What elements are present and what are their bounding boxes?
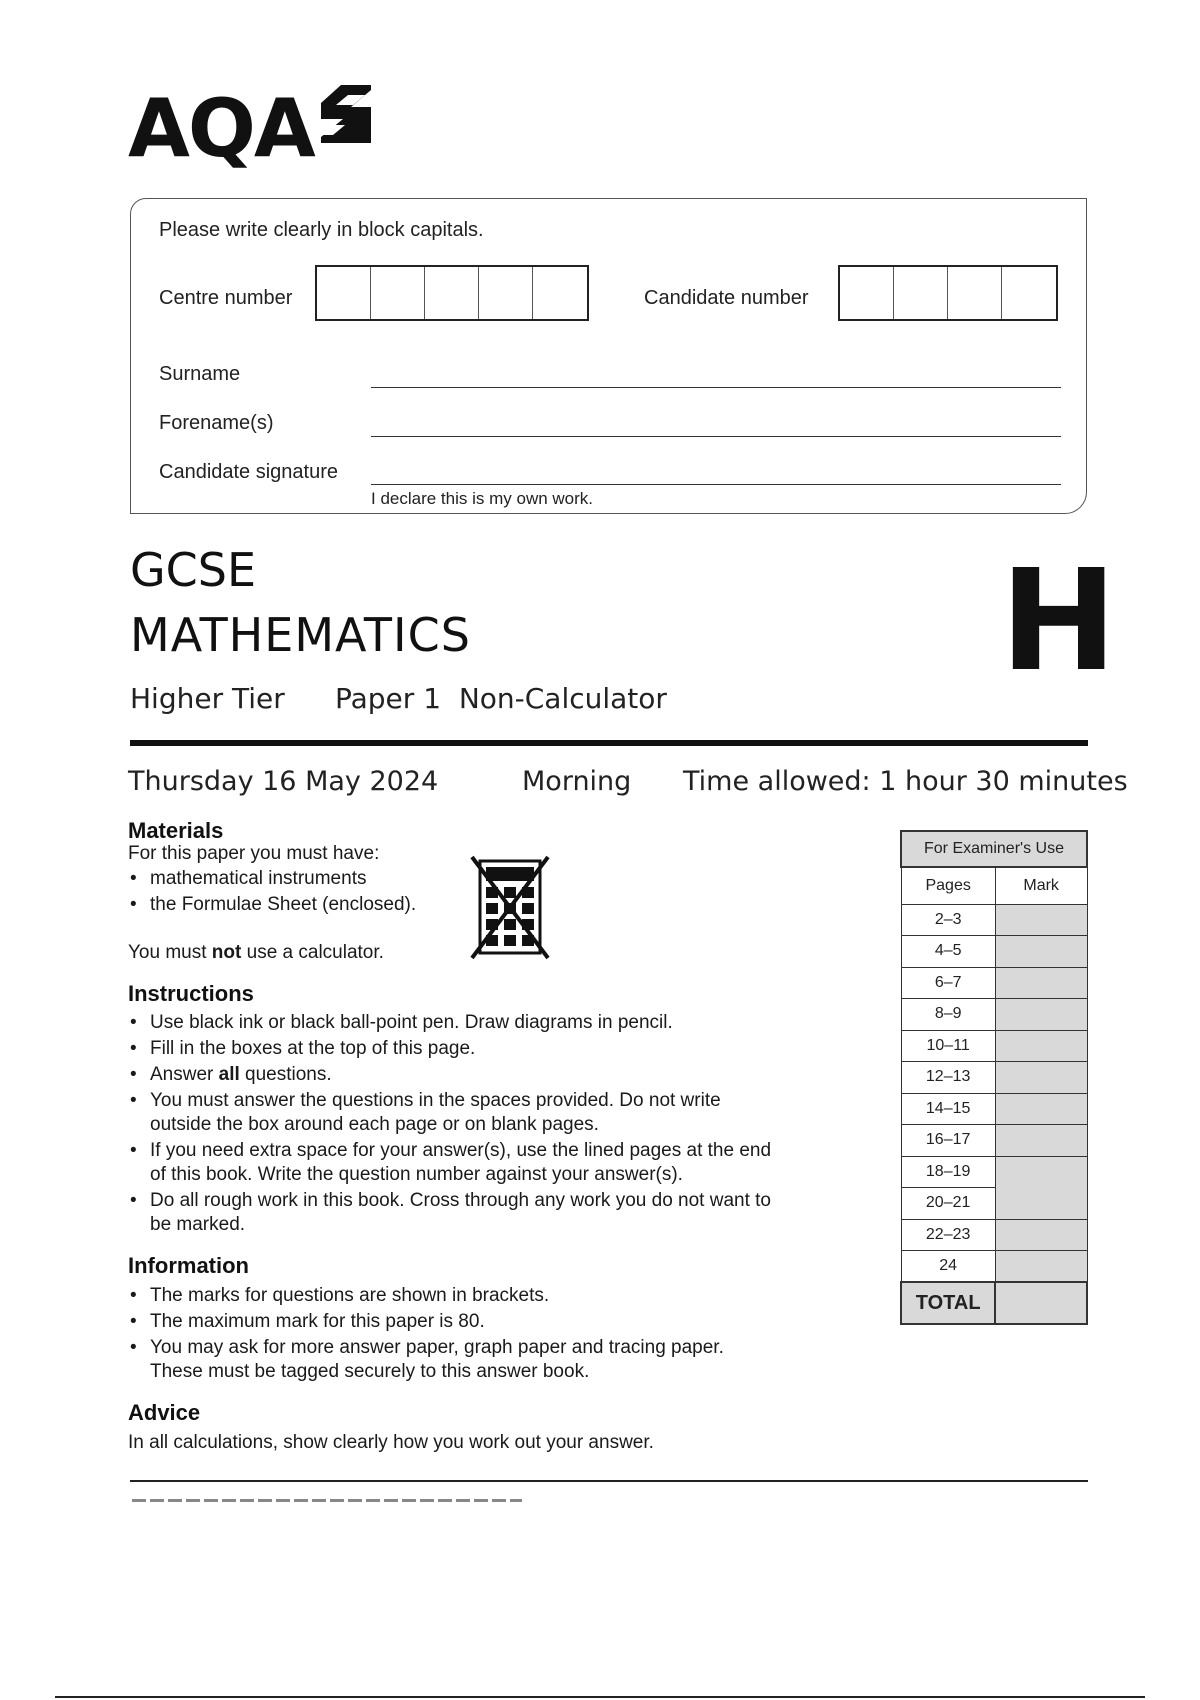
aqa-logo-mark-icon [321, 85, 371, 143]
candidate-details-box [130, 198, 1087, 514]
digit-box[interactable] [1002, 267, 1056, 319]
no-calculator-icon [470, 855, 550, 960]
time-allowed: Time allowed: 1 hour 30 minutes [683, 766, 1128, 797]
list-item: • If you need extra space for your answer(s), use the lined pages at the end of this book. Write the question number against your answer(s). [128, 1139, 771, 1187]
paper-label: Paper 1 Non-Calculator [335, 682, 667, 715]
surname-label: Surname [159, 363, 241, 385]
calculator-note [128, 942, 384, 964]
exam-session: Morning [522, 766, 632, 797]
mark-cell [995, 999, 1087, 1031]
pages-cell: 24 [901, 1251, 995, 1283]
exam-date: Thursday 16 May 2024 [128, 766, 439, 797]
digit-box[interactable] [533, 267, 587, 319]
pages-cell: 20–21 [901, 1188, 995, 1220]
calc-note-emphasis: not [211, 942, 242, 963]
logo-text: AQA [128, 82, 314, 175]
list-item [128, 1063, 771, 1087]
calc-note-text: use a calculator. [241, 942, 384, 963]
advice-heading: Advice [128, 1400, 201, 1425]
candidate-number-label: Candidate number [644, 287, 809, 309]
title-divider [130, 740, 1088, 746]
total-mark-cell [995, 1282, 1087, 1324]
centre-number-boxes[interactable] [315, 265, 589, 321]
list-item-text: questions. [239, 1064, 332, 1085]
pages-cell: 2–3 [901, 904, 995, 936]
instructions-list [128, 1011, 771, 1239]
subject-title: MATHEMATICS [130, 608, 471, 662]
digit-box[interactable] [317, 267, 371, 319]
list-item-text: Answer [150, 1064, 219, 1085]
mark-cell [995, 904, 1087, 936]
pages-cell: 14–15 [901, 1093, 995, 1125]
pages-cell: 16–17 [901, 1125, 995, 1157]
signature-field[interactable] [371, 484, 1061, 485]
mark-cell [995, 1156, 1087, 1219]
pages-cell: 12–13 [901, 1062, 995, 1094]
list-item: • The maximum mark for this paper is 80. [128, 1310, 724, 1334]
forename-field[interactable] [371, 436, 1061, 437]
tier-label: Higher Tier [130, 682, 285, 715]
tier-letter: H [1000, 540, 1118, 703]
pages-cell: 18–19 [901, 1156, 995, 1188]
mark-cell [995, 1219, 1087, 1251]
examiner-use-table [900, 830, 1088, 1325]
bottom-divider [130, 1480, 1088, 1482]
pages-cell: 22–23 [901, 1219, 995, 1251]
list-item: • You may ask for more answer paper, graph paper and tracing paper. These must be tagged securely to this answer book. [128, 1336, 724, 1384]
forename-label: Forename(s) [159, 412, 274, 434]
block-capitals-instruction: Please write clearly in block capitals. [159, 219, 484, 241]
information-list [128, 1284, 724, 1386]
list-item: • mathematical instruments [128, 867, 416, 891]
centre-number-label: Centre number [159, 287, 293, 309]
list-item: • You must answer the questions in the spaces provided. Do not write outside the box around each page or on blank pages. [128, 1089, 771, 1137]
materials-heading: Materials [128, 818, 224, 843]
pages-cell: 6–7 [901, 967, 995, 999]
page-bottom-rule [55, 1696, 1145, 1698]
signature-label: Candidate signature [159, 461, 339, 483]
calc-note-text: You must [128, 942, 212, 963]
aqa-logo [128, 80, 388, 180]
mark-cell [995, 1125, 1087, 1157]
advice-text: In all calculations, show clearly how you work out your answer. [128, 1432, 654, 1453]
barcode-strip [132, 1499, 522, 1502]
instructions-heading: Instructions [128, 981, 254, 1006]
candidate-number-boxes[interactable] [838, 265, 1058, 321]
total-label: TOTAL [901, 1282, 995, 1324]
mark-cell [995, 1062, 1087, 1094]
materials-intro: For this paper you must have: [128, 843, 380, 864]
mark-column-header: Mark [995, 867, 1087, 904]
materials-list [128, 867, 416, 919]
information-heading: Information [128, 1253, 249, 1278]
digit-box[interactable] [840, 267, 894, 319]
list-item: • The marks for questions are shown in brackets. [128, 1284, 724, 1308]
pages-column-header: Pages [901, 867, 995, 904]
digit-box[interactable] [425, 267, 479, 319]
mark-cell [995, 936, 1087, 968]
list-item-emphasis: all [218, 1064, 240, 1085]
mark-cell [995, 1030, 1087, 1062]
list-item: • Do all rough work in this book. Cross through any work you do not want to be marked. [128, 1189, 771, 1237]
digit-box[interactable] [479, 267, 533, 319]
list-item: • the Formulae Sheet (enclosed). [128, 893, 416, 917]
mark-cell [995, 967, 1087, 999]
pages-cell: 10–11 [901, 1030, 995, 1062]
examiner-table-title: For Examiner's Use [901, 831, 1087, 867]
mark-cell [995, 1093, 1087, 1125]
digit-box[interactable] [948, 267, 1002, 319]
digit-box[interactable] [894, 267, 948, 319]
mark-cell [995, 1251, 1087, 1283]
pages-cell: 4–5 [901, 936, 995, 968]
list-item: • Fill in the boxes at the top of this page. [128, 1037, 771, 1061]
digit-box[interactable] [371, 267, 425, 319]
pages-cell: 8–9 [901, 999, 995, 1031]
declaration-text: I declare this is my own work. [371, 489, 594, 508]
surname-field[interactable] [371, 387, 1061, 388]
qualification-title: GCSE [130, 543, 257, 597]
list-item: • Use black ink or black ball-point pen. Draw diagrams in pencil. [128, 1011, 771, 1035]
